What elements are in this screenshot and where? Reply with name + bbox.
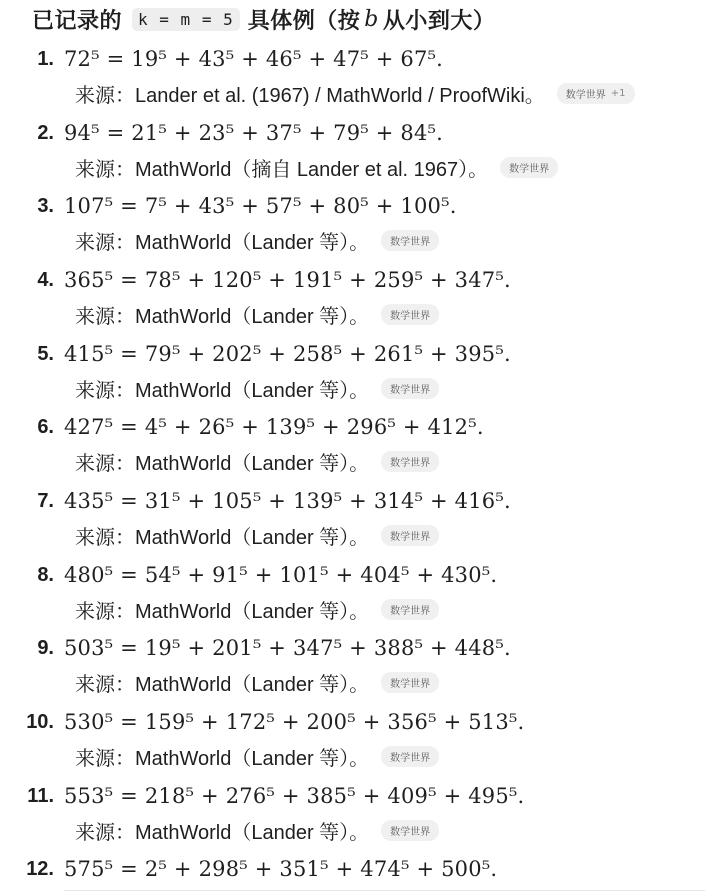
- citation-badge-label: 数学世界: [390, 457, 431, 469]
- list-item: [0, 633, 705, 697]
- list-number: 9.: [37, 636, 54, 659]
- citation-badge-label: 数学世界: [390, 678, 431, 690]
- list-item: [0, 486, 705, 550]
- citation-badge[interactable]: [381, 820, 439, 841]
- citation-badge-label: 数学世界: [565, 89, 606, 101]
- list-number: 5.: [37, 342, 54, 365]
- citation-badge-label: 数学世界: [390, 752, 431, 764]
- list-number: 6.: [37, 415, 54, 438]
- equation: 435⁵ = 31⁵ + 105⁵ + 139⁵ + 314⁵ + 416⁵.: [64, 489, 511, 513]
- list-number: 7.: [37, 489, 54, 512]
- list-item: [0, 118, 705, 182]
- citation-badge[interactable]: [381, 451, 439, 472]
- equation: 503⁵ = 19⁵ + 201⁵ + 347⁵ + 388⁵ + 448⁵.: [64, 636, 511, 660]
- list-number: 2.: [37, 121, 54, 144]
- source-text: 来源：MathWorld（Lander 等）。: [75, 305, 370, 328]
- source-text: 来源：Lander et al. (1967) / MathWorld / ProofWiki。: [75, 84, 545, 107]
- citation-badge-label: 数学世界: [390, 236, 431, 248]
- list-item: [0, 707, 705, 771]
- equation: 553⁵ = 218⁵ + 276⁵ + 385⁵ + 409⁵ + 495⁵.: [64, 784, 525, 808]
- list-item: [0, 339, 705, 403]
- citation-badge[interactable]: [381, 525, 439, 546]
- source-text: 来源：MathWorld（Lander 等）。: [75, 452, 370, 475]
- equation: 480⁵ = 54⁵ + 91⁵ + 101⁵ + 404⁵ + 430⁵.: [64, 563, 498, 587]
- heading-text-after: 从小到大）: [382, 7, 496, 33]
- equation: 575⁵ = 2⁵ + 298⁵ + 351⁵ + 474⁵ + 500⁵.: [64, 857, 498, 881]
- section-heading: [32, 4, 495, 34]
- citation-badge-label: 数学世界: [390, 605, 431, 617]
- source-text: 来源：MathWorld（Lander 等）。: [75, 821, 370, 844]
- equation: 94⁵ = 21⁵ + 23⁵ + 37⁵ + 79⁵ + 84⁵.: [64, 121, 444, 145]
- inline-code-chip: k = m = 5: [132, 8, 240, 31]
- list-item: [0, 560, 705, 624]
- citation-badge[interactable]: [500, 157, 558, 178]
- citation-badge[interactable]: [381, 746, 439, 767]
- list-item: [0, 191, 705, 255]
- citation-badge-label: 数学世界: [390, 826, 431, 838]
- source-text: 来源：MathWorld（Lander 等）。: [75, 600, 370, 623]
- list-item: [0, 781, 705, 845]
- citation-badge[interactable]: [381, 304, 439, 325]
- citation-badge-label: 数学世界: [390, 310, 431, 322]
- list-number: 4.: [37, 268, 54, 291]
- list-number: 8.: [37, 563, 54, 586]
- heading-math-variable: b: [364, 6, 379, 32]
- equation: 427⁵ = 4⁵ + 26⁵ + 139⁵ + 296⁵ + 412⁵.: [64, 415, 484, 439]
- citation-badge-label: 数学世界: [509, 163, 550, 175]
- equation: 365⁵ = 78⁵ + 120⁵ + 191⁵ + 259⁵ + 347⁵.: [64, 268, 511, 292]
- list-item: [0, 44, 705, 108]
- equation: 530⁵ = 159⁵ + 172⁵ + 200⁵ + 356⁵ + 513⁵.: [64, 710, 525, 734]
- citation-badge[interactable]: [381, 599, 439, 620]
- bottom-divider: [64, 890, 705, 891]
- citation-badge-label: 数学世界: [390, 384, 431, 396]
- citation-badge[interactable]: [381, 378, 439, 399]
- list-item: [0, 854, 705, 884]
- source-text: 来源：MathWorld（Lander 等）。: [75, 231, 370, 254]
- source-text: 来源：MathWorld（摘自 Lander et al. 1967）。: [75, 158, 489, 181]
- citation-badge-label: 数学世界: [390, 531, 431, 543]
- source-text: 来源：MathWorld（Lander 等）。: [75, 673, 370, 696]
- equation: 72⁵ = 19⁵ + 43⁵ + 46⁵ + 47⁵ + 67⁵.: [64, 47, 444, 71]
- citation-badge[interactable]: [381, 230, 439, 251]
- source-text: 来源：MathWorld（Lander 等）。: [75, 379, 370, 402]
- list-number: 3.: [37, 194, 54, 217]
- list-number: 11.: [27, 784, 54, 807]
- equation: 107⁵ = 7⁵ + 43⁵ + 57⁵ + 80⁵ + 100⁵.: [64, 194, 457, 218]
- citation-badge[interactable]: [557, 83, 635, 104]
- list-number: 1.: [37, 47, 54, 70]
- equation: 415⁵ = 79⁵ + 202⁵ + 258⁵ + 261⁵ + 395⁵.: [64, 342, 511, 366]
- source-text: 来源：MathWorld（Lander 等）。: [75, 747, 370, 770]
- list-number: 10.: [26, 710, 54, 733]
- list-item: [0, 412, 705, 476]
- citation-badge[interactable]: [381, 672, 439, 693]
- heading-text-middle: 具体例（按: [247, 7, 361, 33]
- list-number: 12.: [26, 857, 54, 880]
- citation-badge-count: +1: [610, 87, 626, 99]
- heading-text-before: 已记录的: [32, 7, 123, 33]
- source-text: 来源：MathWorld（Lander 等）。: [75, 526, 370, 549]
- list-item: [0, 265, 705, 329]
